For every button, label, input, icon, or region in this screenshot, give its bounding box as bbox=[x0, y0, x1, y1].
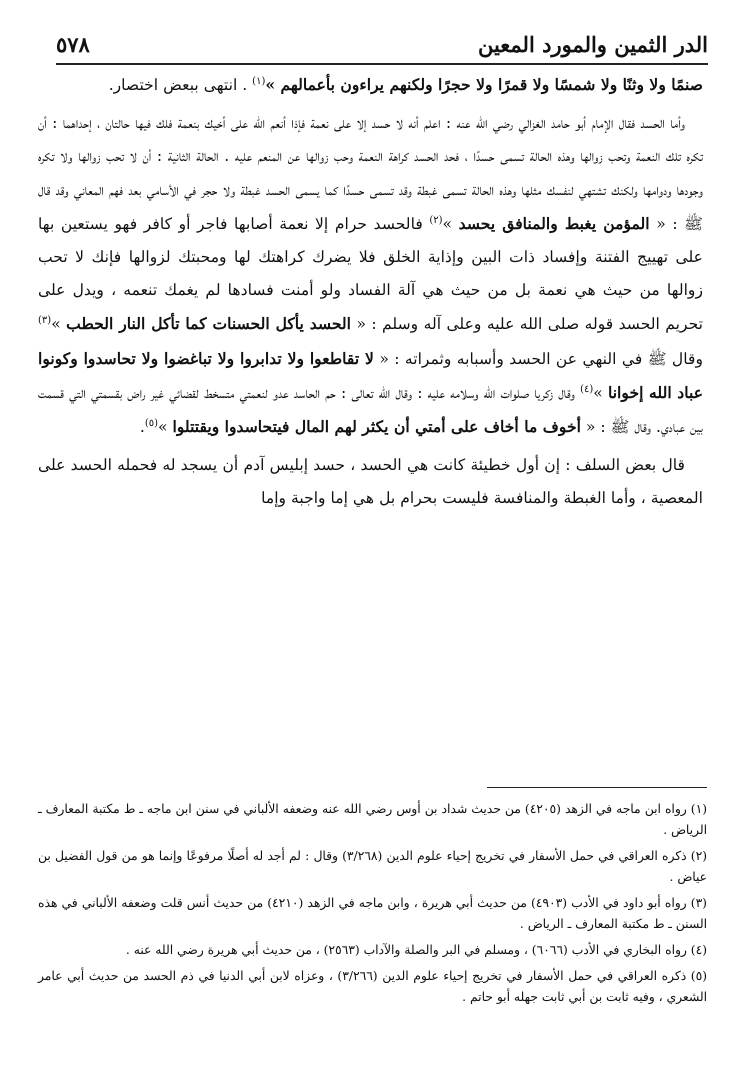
footnote-ref[interactable]: (٥) bbox=[144, 417, 159, 429]
text-run: وأما الحسد فقال الإمام أبو حامد الغزالي رضي الله عنه : اعلم أنه لا حسد إلا على نعمة فإذا أنعم الله على أخيك بنعمة فلك فيها حالتان ، إحداهما : أن تكره تلك النعمة وتحب زوالها وهذه الحالة تسمى حسدًا ، فحد الحسد كراهة النعمة وحب زوالها عن المنعم عليه . الحالة الثانية : أن لا تحب زوالها ولا تكره وجودها ودوامها ولكنك تشتهي لنفسك مثلها وهذه الحالة تسمى غبطة وقد تسمى حسدًا كما يسمى الحسد غبطة ولا حجر في الأسامي بعد فهم المعاني وقد قال ﷺ : « bbox=[38, 114, 703, 233]
text-run: فالحسد حرام إلا نعمة أصابها فاجر أو كافر فهو يستعين بها على تهييج الفتنة وإفساد ذات البين وإذاية الخلق فلا يضرك كراهتك لها ومحبتك لزوالها فإنك لا تحب زوالها من حيث هي نعمة بل من حيث هي آلة الفساد ولو أمنت فسادها لم يغمك تنعمه ، ويدل على تحريم الحسد قوله صلى الله عليه وعلى آله وسلم : « bbox=[38, 214, 704, 334]
main-text bbox=[38, 68, 703, 516]
hadith-quote: لا تقاطعوا ولا تدابروا ولا تباغضوا ولا تحاسدوا وكونوا عباد الله إخوانا bbox=[38, 348, 704, 402]
text-run: » bbox=[51, 315, 67, 334]
header-rule bbox=[56, 63, 708, 65]
page-number: ٥٧٨ bbox=[56, 31, 90, 57]
footnote-ref[interactable]: (٣) bbox=[38, 315, 52, 327]
running-title: الدر الثمين والمورد المعين bbox=[477, 31, 708, 57]
text-run: » bbox=[158, 418, 173, 437]
text-run: » bbox=[593, 383, 608, 402]
text-run: . bbox=[139, 418, 145, 437]
text-run: وقال ﷺ في النهي عن الحسد وأسبابه وثمراته : « bbox=[373, 349, 703, 368]
text-run: . انتهى ببعض اختصار. bbox=[108, 76, 253, 94]
hadith-quote: المؤمن يغبط والمنافق يحسد bbox=[458, 213, 650, 233]
hadith-quote: الحسد يأكل الحسنات كما تأكل النار الحطب bbox=[66, 314, 352, 334]
quote-text: صنمًا ولا وثنًا ولا شمسًا ولا قمرًا ولا حجرًا ولكنهم يراءون بأعمالهم » bbox=[265, 75, 703, 94]
footnote-3: (٣) رواه أبو داود في الأدب (٤٩٠٣) من حديث أبي هريرة ، وابن ماجه في الزهد (٤٢١٠) من حديث أنس قلت وضعفه الألباني في هذه السنن ـ ط مكتبة المعارف ـ الرياض . bbox=[38, 896, 707, 931]
footnote-4: (٤) رواه البخاري في الأدب (٦٠٦٦) ، ومسلم في البر والصلة والآداب (٢٥٦٣) ، من حديث أبي هريرة رضي الله عنه . bbox=[125, 943, 707, 957]
footnotes bbox=[38, 799, 707, 1013]
footnote-2: (٢) ذكره العراقي في حمل الأسفار في تخريج إحياء علوم الدين (٣/٢٦٨) وقال : لم أجد له أصلًا مرفوعًا وإنما هو من قول الفضيل بن عياض . bbox=[38, 849, 707, 884]
footnote-1: (١) رواه ابن ماجه في الزهد (٤٢٠٥) من حديث شداد بن أوس رضي الله عنه وضعفه الألباني في سنن ابن ماجه ـ ط مكتبة المعارف ـ الرياض . bbox=[38, 802, 707, 837]
footnote-separator bbox=[487, 787, 707, 788]
text-run: » bbox=[442, 214, 459, 233]
page-header bbox=[56, 26, 708, 62]
text-run: وقال زكريا صلوات الله وسلامه عليه : وقال الله تعالى : حم الحاسد عدو لنعمتي متسخط لقضائي غير راض بقسمتي التي قسمت بين عبادي. وقال ﷺ : « bbox=[38, 383, 703, 437]
footnote-ref[interactable]: (٤) bbox=[580, 383, 594, 395]
paragraph-3: قال بعض السلف : إن أول خطيئة كانت هي الحسد ، حسد إبليس آدم أن يسجد له فحمله الحسد على المعصية ، وأما الغبطة والمنافسة فليست بحرام بل هي إما واجبة وإما bbox=[38, 456, 703, 508]
hadith-quote: أخوف ما أخاف على أمتي أن يكثر لهم المال فيتحاسدوا ويقتتلوا bbox=[172, 417, 581, 437]
paragraph-2 bbox=[38, 107, 703, 444]
footnote-5: (٥) ذكره العراقي في حمل الأسفار في تخريج إحياء علوم الدين (٣/٢٦٦) ، وعزاه لابن أبي الدنيا في ذم الحسد من حديث أبي عامر الشعري ، وفيه ثابت بن أبي ثابت جهله أبو حاتم . bbox=[38, 969, 708, 1004]
footnote-ref[interactable]: (٢) bbox=[429, 214, 443, 226]
footnote-ref[interactable]: (١) bbox=[252, 75, 266, 87]
paragraph-1 bbox=[38, 68, 703, 102]
